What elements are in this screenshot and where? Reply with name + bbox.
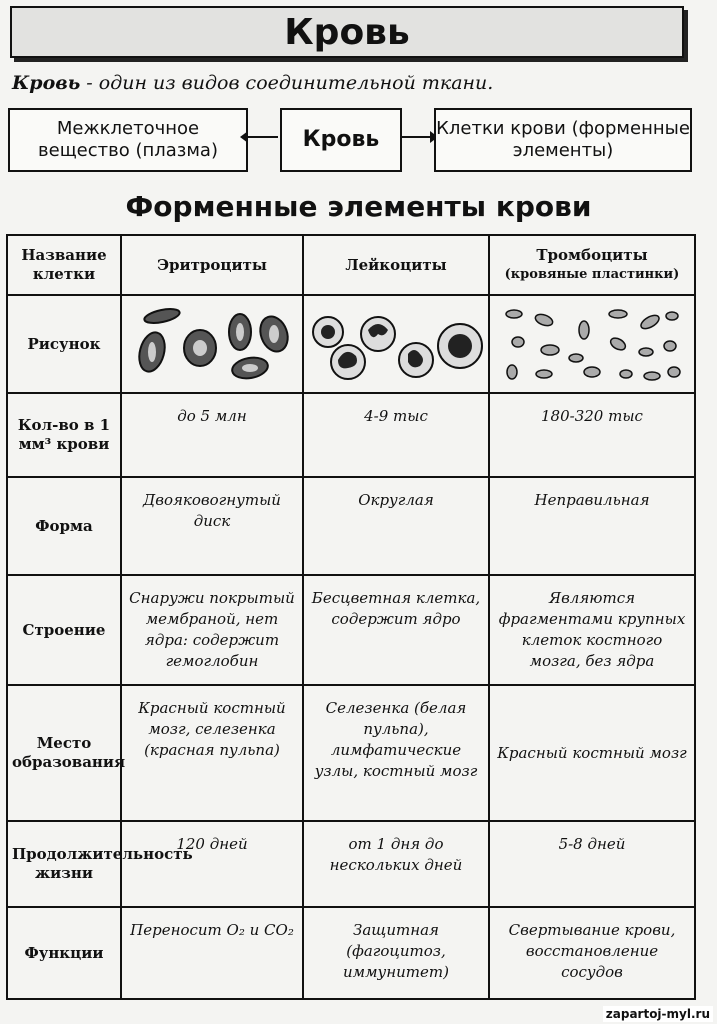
count-platelets: 180-320 тыс bbox=[489, 393, 695, 477]
table-row bbox=[7, 821, 695, 907]
table-row bbox=[7, 235, 695, 295]
row-label-lifespan: Продолжительность жизни bbox=[7, 821, 121, 907]
erythrocytes-picture bbox=[121, 295, 303, 393]
header-cell-name: Название клетки bbox=[7, 235, 121, 295]
functions-erythrocytes: Переносит O₂ и CO₂ bbox=[121, 907, 303, 999]
row-label-picture: Рисунок bbox=[7, 295, 121, 393]
watermark: zapartoj-myl.ru bbox=[603, 1006, 713, 1022]
platelets-label: Тромбоциты bbox=[536, 246, 648, 264]
table-row bbox=[7, 685, 695, 821]
header-cell-erythrocytes: Эритроциты bbox=[121, 235, 303, 295]
table-row bbox=[7, 477, 695, 575]
count-erythrocytes: до 5 млн bbox=[121, 393, 303, 477]
table-row bbox=[7, 907, 695, 999]
platelets-sublabel: (кровяные пластинки) bbox=[504, 267, 680, 282]
table-row bbox=[7, 393, 695, 477]
section-title: Форменные элементы крови bbox=[125, 190, 592, 223]
intro-term: Кровь bbox=[12, 72, 81, 94]
intro-sentence bbox=[12, 72, 493, 94]
functions-platelets: Свертывание крови, восстановление сосудов bbox=[489, 907, 695, 999]
row-label-origin: Место образования bbox=[7, 685, 121, 821]
intro-text: - один из видов соединительной ткани. bbox=[80, 72, 494, 94]
lifespan-leukocytes: от 1 дня до нескольких дней bbox=[303, 821, 489, 907]
origin-erythrocytes: Красный костный мозг, селезенка (красная пульпа) bbox=[121, 685, 303, 821]
leukocytes-picture bbox=[303, 295, 489, 393]
structure-platelets: Являются фрагментами крупных клеток костного мозга, без ядра bbox=[489, 575, 695, 685]
shape-platelets: Неправильная bbox=[489, 477, 695, 575]
origin-leukocytes: Селезенка (белая пульпа), лимфатические узлы, костный мозг bbox=[303, 685, 489, 821]
row-label-shape: Форма bbox=[7, 477, 121, 575]
page-title: Кровь bbox=[10, 6, 684, 58]
shape-leukocytes: Округлая bbox=[303, 477, 489, 575]
structure-erythrocytes: Снаружи покрытый мембраной, нет ядра: содержит гемоглобин bbox=[121, 575, 303, 685]
count-leukocytes: 4-9 тыс bbox=[303, 393, 489, 477]
platelets-illustration-icon bbox=[500, 302, 684, 386]
blood-cells-table bbox=[6, 234, 696, 1000]
leukocytes-illustration-icon bbox=[308, 302, 484, 386]
row-label-functions: Функции bbox=[7, 907, 121, 999]
shape-erythrocytes: Двояковогнутый диск bbox=[121, 477, 303, 575]
platelets-picture bbox=[489, 295, 695, 393]
arrow-left-icon bbox=[246, 136, 278, 138]
arrow-right-icon bbox=[400, 136, 432, 138]
erythrocytes-illustration-icon bbox=[132, 302, 292, 386]
lifespan-erythrocytes: 120 дней bbox=[121, 821, 303, 907]
header-cell-leukocytes: Лейкоциты bbox=[303, 235, 489, 295]
table-row bbox=[7, 575, 695, 685]
functions-leukocytes: Защитная (фагоцитоз, иммунитет) bbox=[303, 907, 489, 999]
row-label-structure: Строение bbox=[7, 575, 121, 685]
header-cell-platelets bbox=[489, 235, 695, 295]
lifespan-platelets: 5-8 дней bbox=[489, 821, 695, 907]
structure-leukocytes: Бесцветная клетка, содержит ядро bbox=[303, 575, 489, 685]
cells-box: Клетки крови (форменные элементы) bbox=[434, 108, 692, 172]
origin-platelets: Красный костный мозг bbox=[489, 685, 695, 821]
table-row bbox=[7, 295, 695, 393]
blood-box: Кровь bbox=[280, 108, 402, 172]
row-label-count: Кол-во в 1 мм³ крови bbox=[7, 393, 121, 477]
plasma-box: Межклеточное вещество (плазма) bbox=[8, 108, 248, 172]
